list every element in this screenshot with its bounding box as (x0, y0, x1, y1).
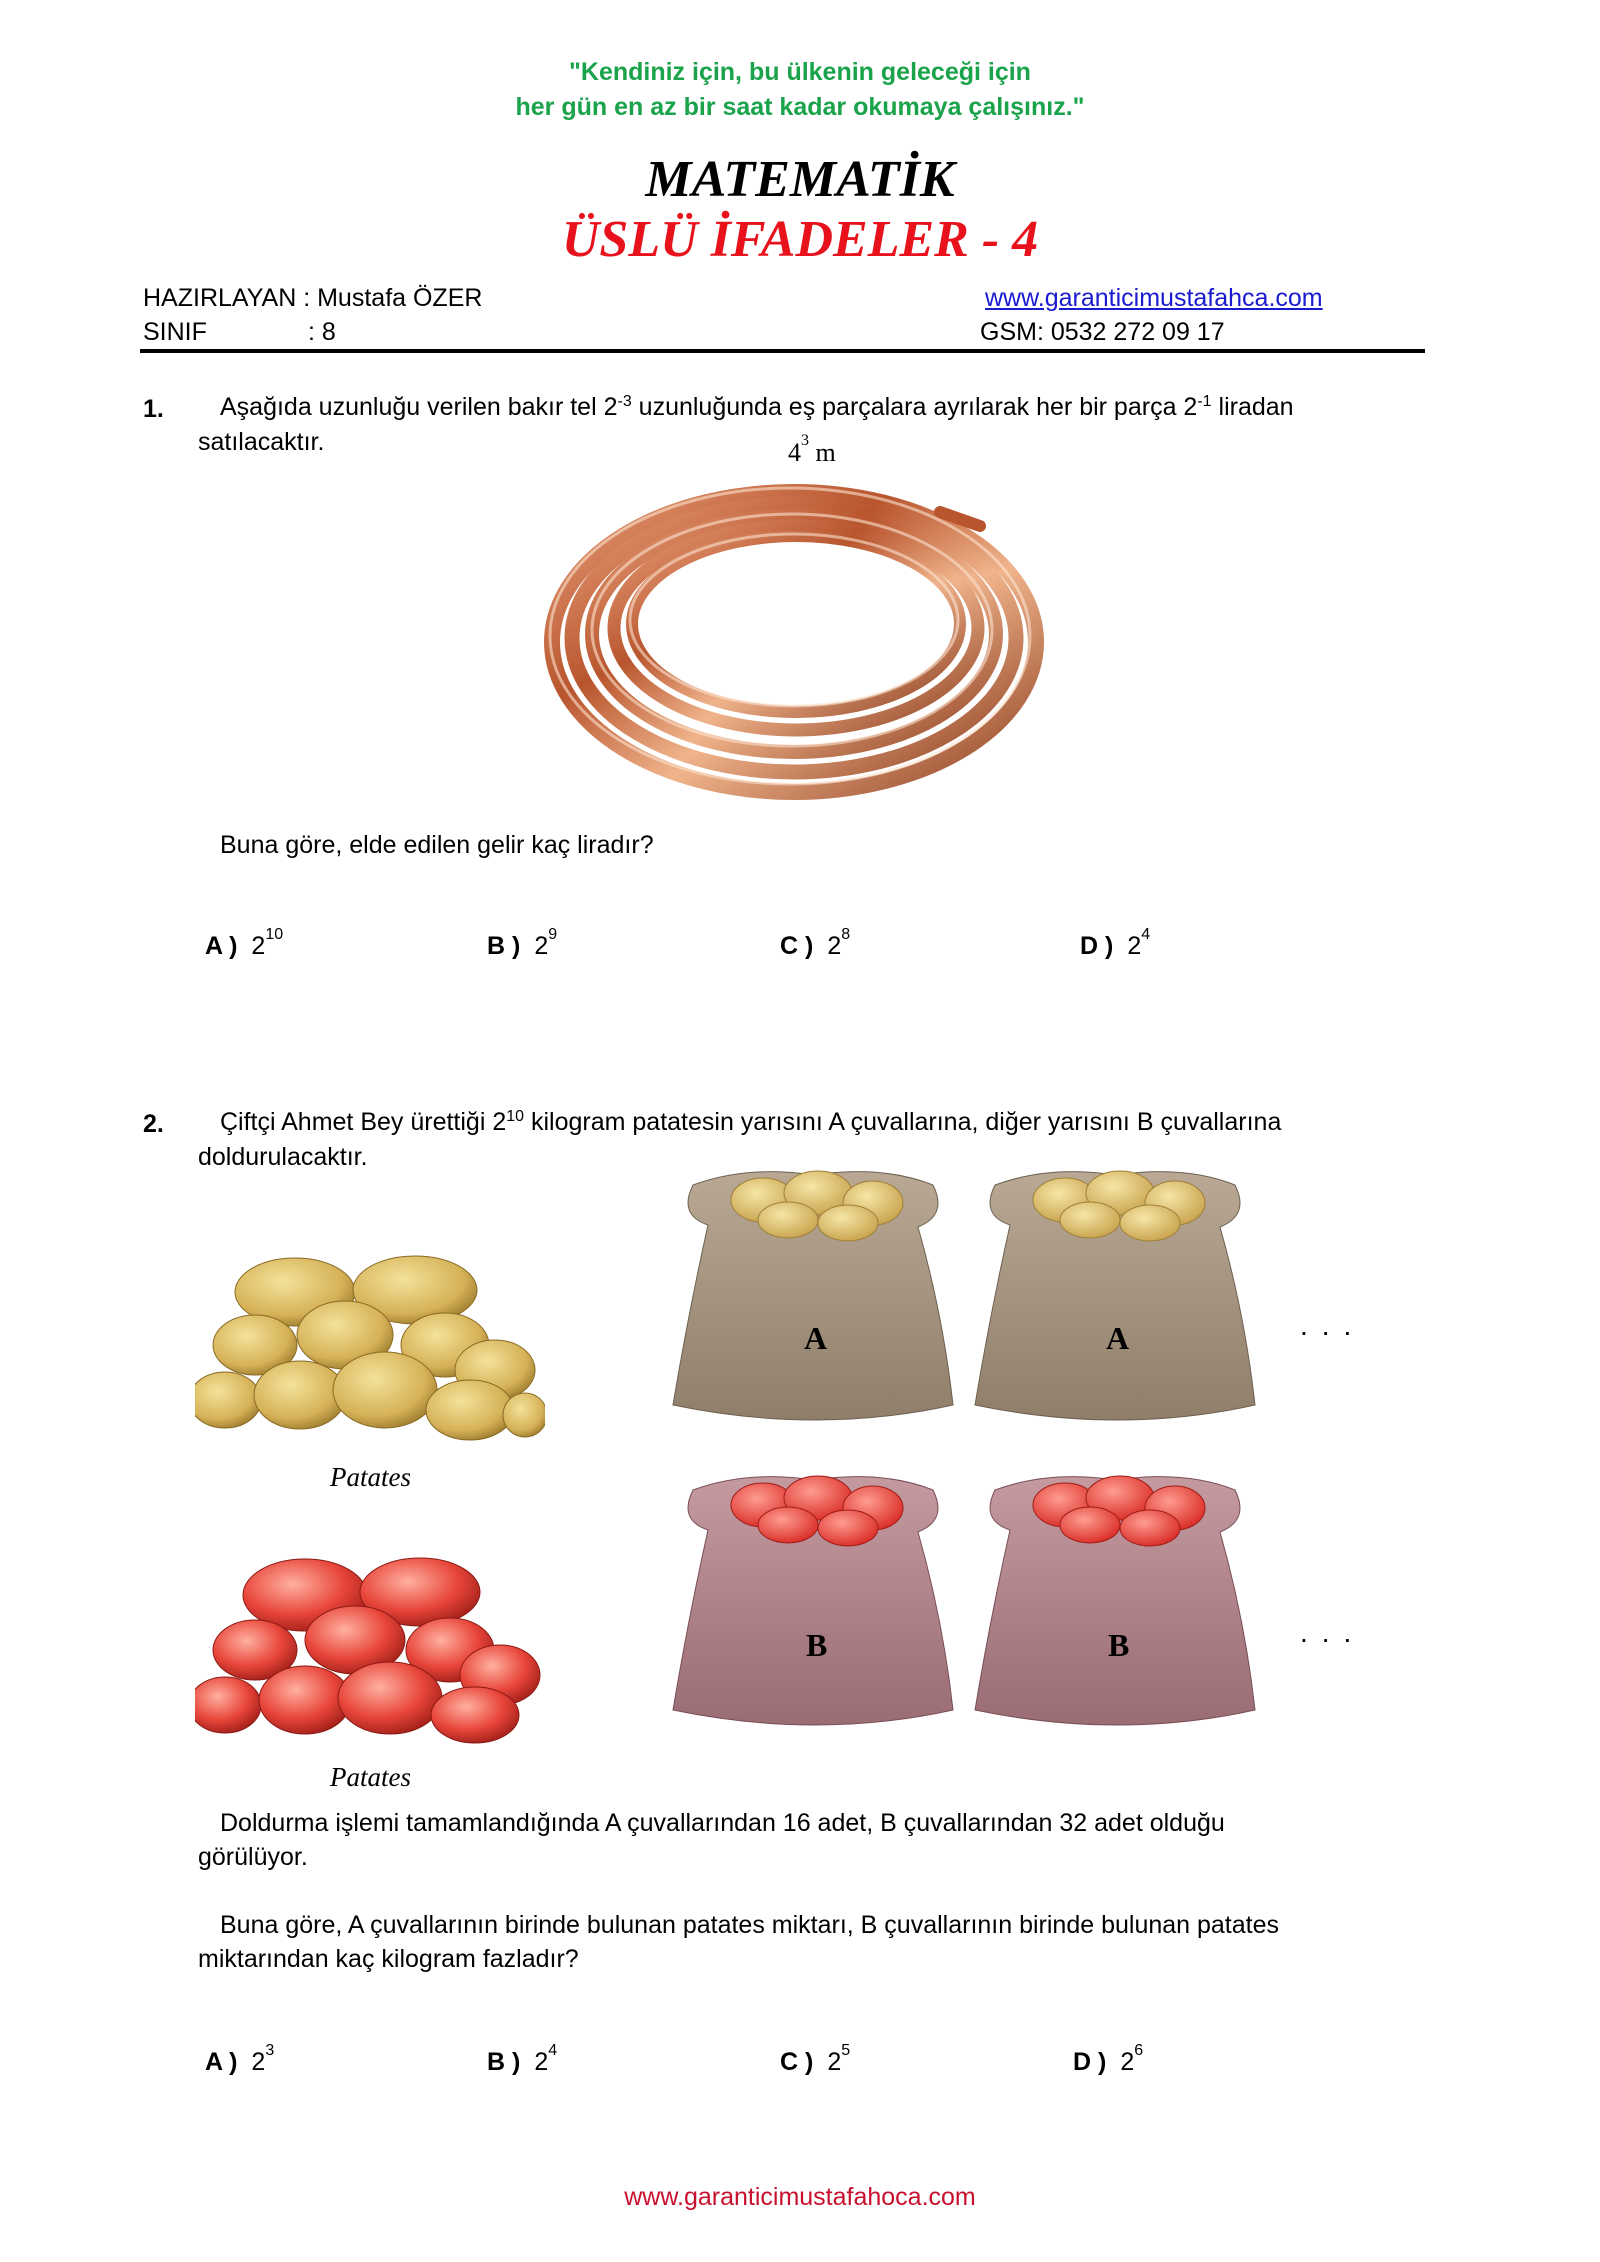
sack-a-1 (668, 1165, 958, 1435)
q2-option-a[interactable]: A ) $2^3$ (205, 2042, 275, 2076)
quote-line-1: "Kendiniz için, bu ülkenin geleceği için (569, 58, 1031, 86)
q1-text: Aşağıda uzunluğu verilen bakır tel $2^{-3}$ uzunluğunda eş parçalara ayrılarak her bir parça $2^{-1}$ liradan (220, 393, 1294, 421)
q2-info-line2: görülüyor. (198, 1843, 308, 1871)
quote-line-2: her gün en az bir saat kadar okumaya çalışınız." (515, 93, 1085, 121)
sack-b-1 (668, 1470, 958, 1740)
q2-option-c[interactable]: C ) $2^5$ (780, 2042, 851, 2076)
q1-option-a[interactable]: A ) $2^{10}$ (205, 926, 284, 960)
potato-label-yellow: Patates (330, 1462, 411, 1492)
q2-option-d[interactable]: D ) $2^6$ (1073, 2042, 1144, 2076)
class-label: SINIF (143, 318, 207, 346)
q1-number: 1. (143, 395, 164, 423)
sack-a-2 (970, 1165, 1260, 1435)
potato-label-red: Patates (330, 1762, 411, 1792)
q2-question-line1: Buna göre, A çuvallarının birinde bulunan patates miktarı, B çuvallarının birinde bulunan patates (220, 1911, 1280, 1939)
gsm: GSM: 0532 272 09 17 (980, 318, 1225, 346)
sack-a-2-label: A (1106, 1320, 1130, 1356)
q1-option-c[interactable]: C ) $2^8$ (780, 926, 851, 960)
copper-coil-image (540, 470, 1060, 810)
subject-title: MATEMATİK (645, 151, 955, 208)
q1-option-b[interactable]: B ) $2^9$ (487, 926, 558, 960)
sack-b-2-label: B (1108, 1627, 1130, 1663)
footer-website[interactable]: www.garanticimustafahoca.com (624, 2183, 976, 2211)
q2-text: Çiftçi Ahmet Bey ürettiği $2^{10}$ kilogram patatesin yarısını A çuvallarına, diğer yarısını B çuvallarına (220, 1108, 1282, 1136)
sack-a-continuation-dots: ... (1300, 1310, 1366, 1341)
q2-text-line2: doldurulacaktır. (198, 1143, 368, 1171)
q2-number: 2. (143, 1110, 164, 1138)
yellow-potato-pile-image (195, 1250, 545, 1450)
q2-option-b[interactable]: B ) $2^4$ (487, 2042, 558, 2076)
q1-text-line2: satılacaktır. (198, 428, 325, 456)
q2-question-line2: miktarından kaç kilogram fazladır? (198, 1945, 579, 1973)
class-value: : 8 (308, 318, 336, 346)
q1-option-d[interactable]: D ) $2^4$ (1080, 926, 1151, 960)
header-divider (140, 349, 1425, 353)
wire-length-label: $4^3$ m (788, 432, 836, 467)
sack-b-continuation-dots: ... (1300, 1617, 1366, 1648)
topic-title: ÜSLÜ İFADELER - 4 (561, 211, 1039, 268)
q2-info-line1: Doldurma işlemi tamamlandığında A çuvallarından 16 adet, B çuvallarından 32 adet olduğu (220, 1809, 1225, 1837)
sack-b-2 (970, 1470, 1260, 1740)
q1-question: Buna göre, elde edilen gelir kaç liradır? (220, 831, 654, 859)
website-link[interactable]: www.garanticimustafahca.com (985, 284, 1323, 312)
author: HAZIRLAYAN : Mustafa ÖZER (143, 284, 483, 312)
sack-b-1-label: B (806, 1627, 828, 1663)
red-potato-pile-image (195, 1550, 545, 1750)
sack-a-1-label: A (804, 1320, 828, 1356)
